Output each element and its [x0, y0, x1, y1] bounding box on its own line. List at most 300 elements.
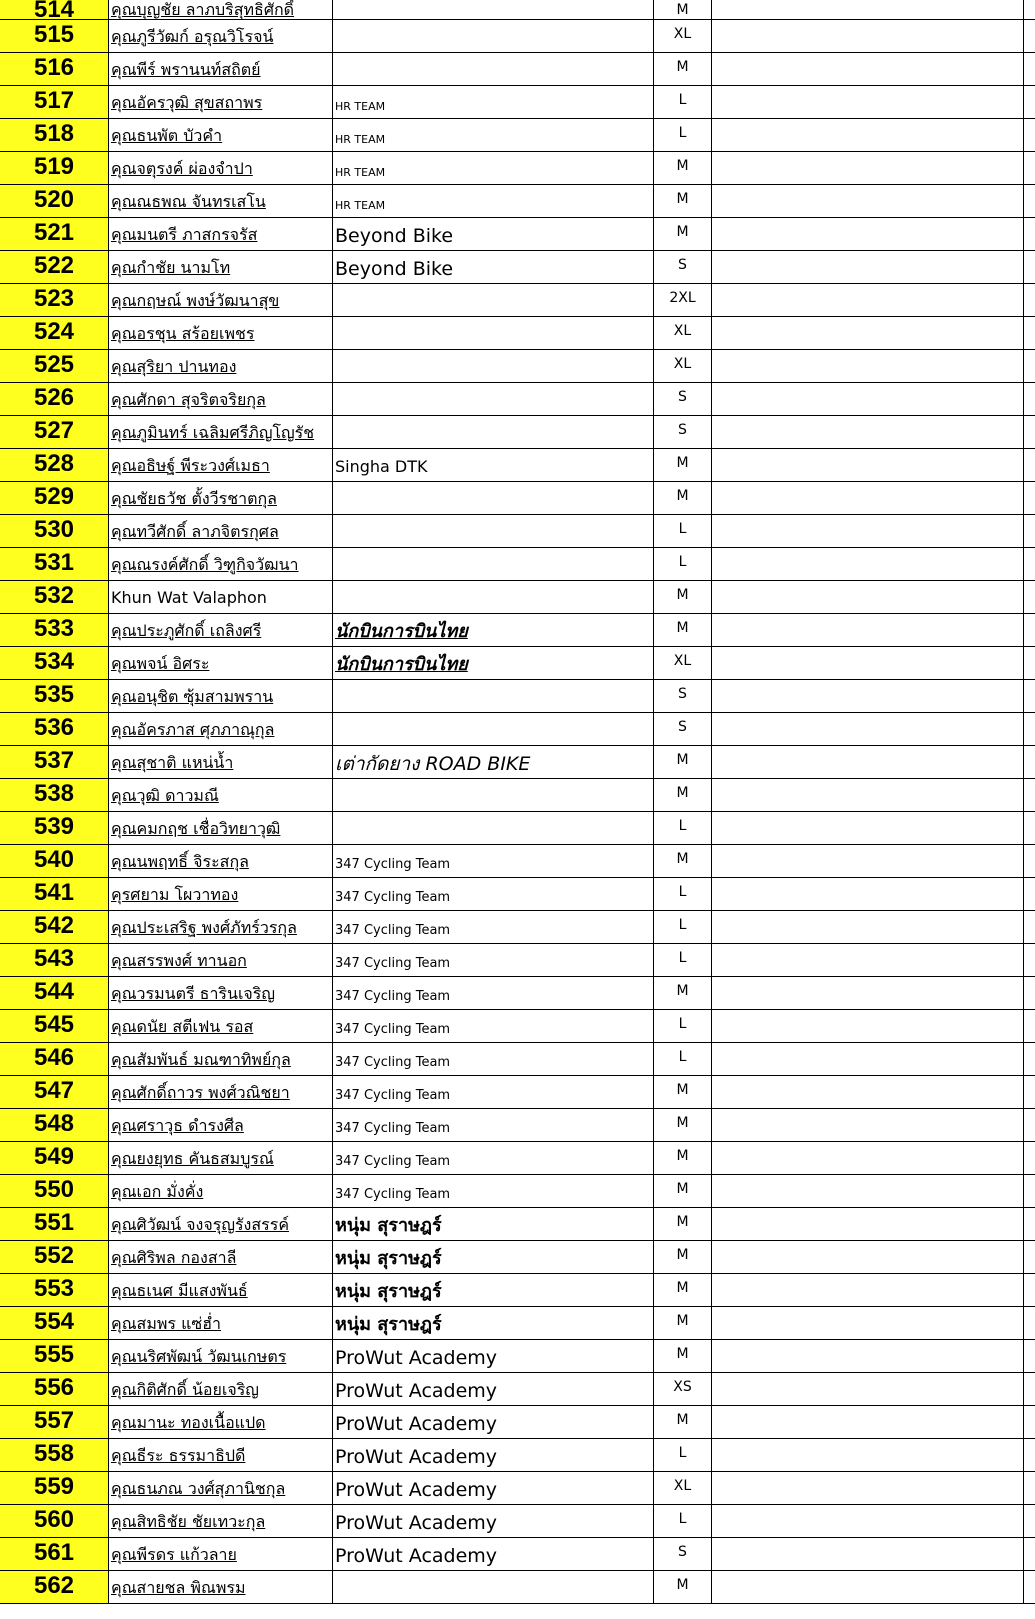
blank-cell[interactable] — [712, 0, 1024, 19]
edge-cell — [1024, 119, 1035, 151]
blank-cell[interactable] — [712, 779, 1024, 811]
row-number-cell[interactable]: 554 — [0, 1307, 109, 1339]
table-row — [0, 878, 1035, 911]
size-cell[interactable]: L — [654, 119, 712, 151]
blank-cell[interactable] — [712, 1241, 1024, 1273]
team-cell[interactable]: 347 Cycling Team — [333, 1043, 654, 1075]
size-cell[interactable]: L — [654, 878, 712, 910]
team-cell[interactable]: ProWut Academy — [333, 1439, 654, 1471]
blank-cell[interactable] — [712, 482, 1024, 514]
row-number-cell[interactable]: 521 — [0, 218, 109, 250]
blank-cell[interactable] — [712, 878, 1024, 910]
table-row — [0, 1505, 1035, 1538]
name-cell[interactable]: คุณอนุชิต ซุ้มสามพราน — [109, 680, 333, 712]
team-cell[interactable]: ProWut Academy — [333, 1406, 654, 1438]
name-cell[interactable]: คุณศราวุธ ดำรงศีล — [109, 1109, 333, 1141]
name-cell[interactable]: คุณศักดา สุจริตจริยกุล — [109, 383, 333, 415]
row-number-cell[interactable]: 523 — [0, 284, 109, 316]
row-number-cell[interactable]: 543 — [0, 944, 109, 976]
row-number-cell[interactable]: 522 — [0, 251, 109, 283]
table-row — [0, 1076, 1035, 1109]
blank-cell[interactable] — [712, 746, 1024, 778]
edge-cell — [1024, 218, 1035, 250]
team-cell[interactable]: Singha DTK — [333, 449, 654, 481]
size-cell[interactable]: XS — [654, 1373, 712, 1405]
team-cell[interactable]: นักบินการบินไทย — [333, 614, 654, 646]
size-cell[interactable]: L — [654, 1010, 712, 1042]
size-cell[interactable]: M — [654, 779, 712, 811]
edge-cell — [1024, 317, 1035, 349]
team-cell[interactable]: 347 Cycling Team — [333, 1142, 654, 1174]
edge-cell — [1024, 1241, 1035, 1273]
size-cell[interactable]: XL — [654, 647, 712, 679]
name-cell[interactable]: คุณจตุรงค์ ผ่องจำปา — [109, 152, 333, 184]
row-number-cell[interactable]: 539 — [0, 812, 109, 844]
row-number-cell[interactable]: 552 — [0, 1241, 109, 1273]
name-cell[interactable]: คุณสายชล พิณพรม — [109, 1571, 333, 1603]
size-cell[interactable]: M — [654, 1208, 712, 1240]
row-number-cell[interactable]: 541 — [0, 878, 109, 910]
size-cell[interactable]: M — [654, 1142, 712, 1174]
size-cell[interactable]: XL — [654, 350, 712, 382]
team-cell[interactable]: นักบินการบินไทย — [333, 647, 654, 679]
name-cell[interactable]: คุณนพฤทธิ์ จิระสกุล — [109, 845, 333, 877]
row-number-cell[interactable]: 535 — [0, 680, 109, 712]
team-cell[interactable]: 347 Cycling Team — [333, 977, 654, 1009]
size-cell[interactable]: M — [654, 581, 712, 613]
row-number-cell[interactable]: 546 — [0, 1043, 109, 1075]
row-number-cell[interactable]: 528 — [0, 449, 109, 481]
blank-cell[interactable] — [712, 1340, 1024, 1372]
edge-cell — [1024, 1142, 1035, 1174]
edge-cell — [1024, 779, 1035, 811]
name-cell[interactable]: คุณประภูศักดิ์ เถลิงศรี — [109, 614, 333, 646]
row-number-cell[interactable]: 536 — [0, 713, 109, 745]
name-cell[interactable]: คุณพีรดร แก้วลาย — [109, 1538, 333, 1570]
blank-cell[interactable] — [712, 1043, 1024, 1075]
size-cell[interactable]: M — [654, 482, 712, 514]
blank-cell[interactable] — [712, 1505, 1024, 1537]
row-number-cell[interactable]: 531 — [0, 548, 109, 580]
name-cell[interactable]: คุณอรชุน สร้อยเพชร — [109, 317, 333, 349]
blank-cell[interactable] — [712, 713, 1024, 745]
row-number-cell[interactable]: 517 — [0, 86, 109, 118]
team-cell[interactable]: 347 Cycling Team — [333, 1076, 654, 1108]
row-number-cell[interactable]: 518 — [0, 119, 109, 151]
table-row — [0, 0, 1035, 20]
table-row — [0, 1142, 1035, 1175]
table-row — [0, 1406, 1035, 1439]
blank-cell[interactable] — [712, 515, 1024, 547]
blank-cell[interactable] — [712, 1439, 1024, 1471]
size-cell[interactable]: M — [654, 1175, 712, 1207]
row-number-cell[interactable]: 547 — [0, 1076, 109, 1108]
blank-cell[interactable] — [712, 1373, 1024, 1405]
size-cell[interactable]: M — [654, 614, 712, 646]
row-number-cell[interactable]: 549 — [0, 1142, 109, 1174]
blank-cell[interactable] — [712, 20, 1024, 52]
team-cell[interactable]: HR TEAM — [333, 152, 654, 184]
edge-cell — [1024, 680, 1035, 712]
row-number-cell[interactable]: 537 — [0, 746, 109, 778]
table-row — [0, 911, 1035, 944]
size-cell[interactable]: M — [654, 977, 712, 1009]
team-cell[interactable] — [333, 53, 654, 85]
size-cell[interactable]: M — [654, 1076, 712, 1108]
blank-cell[interactable] — [712, 86, 1024, 118]
edge-cell — [1024, 746, 1035, 778]
blank-cell[interactable] — [712, 53, 1024, 85]
table-row — [0, 614, 1035, 647]
size-cell[interactable]: XL — [654, 317, 712, 349]
size-cell[interactable]: M — [654, 845, 712, 877]
size-cell[interactable]: XL — [654, 20, 712, 52]
row-number-cell[interactable]: 542 — [0, 911, 109, 943]
blank-cell[interactable] — [712, 317, 1024, 349]
blank-cell[interactable] — [712, 449, 1024, 481]
edge-cell — [1024, 944, 1035, 976]
table-row — [0, 1208, 1035, 1241]
row-number-cell[interactable]: 560 — [0, 1505, 109, 1537]
blank-cell[interactable] — [712, 977, 1024, 1009]
blank-cell[interactable] — [712, 119, 1024, 151]
name-cell[interactable]: คุณคมกฤช เชื่อวิทยาวุฒิ — [109, 812, 333, 844]
edge-cell — [1024, 449, 1035, 481]
name-cell[interactable]: คุณศักดิ์ถาวร พงศ์วณิชยา — [109, 1076, 333, 1108]
team-cell[interactable] — [333, 548, 654, 580]
team-cell[interactable]: หนุ่ม สุราษฎร์ — [333, 1208, 654, 1240]
row-number-cell[interactable]: 555 — [0, 1340, 109, 1372]
row-number-cell[interactable]: 553 — [0, 1274, 109, 1306]
name-cell[interactable]: คุณวรมนตรี ธารินเจริญ — [109, 977, 333, 1009]
edge-cell — [1024, 515, 1035, 547]
size-cell[interactable]: L — [654, 1439, 712, 1471]
team-cell[interactable]: ProWut Academy — [333, 1538, 654, 1570]
name-cell[interactable]: คุณอัครวุฒิ สุขสถาพร — [109, 86, 333, 118]
row-number-cell[interactable]: 526 — [0, 383, 109, 415]
name-cell[interactable]: คุณสรรพงศ์ ทานอก — [109, 944, 333, 976]
edge-cell — [1024, 1373, 1035, 1405]
blank-cell[interactable] — [712, 1175, 1024, 1207]
team-cell[interactable] — [333, 383, 654, 415]
blank-cell[interactable] — [712, 1208, 1024, 1240]
row-number-cell[interactable]: 538 — [0, 779, 109, 811]
name-cell[interactable]: คุณณรงค์ศักดิ์ วิฑูกิจวัฒนา — [109, 548, 333, 580]
edge-cell — [1024, 53, 1035, 85]
name-cell[interactable]: คุณภูมินทร์ เฉลิมศรีภิญโญรัช — [109, 416, 333, 448]
size-cell[interactable]: L — [654, 86, 712, 118]
edge-cell — [1024, 1208, 1035, 1240]
edge-cell — [1024, 812, 1035, 844]
row-number-cell[interactable]: 556 — [0, 1373, 109, 1405]
table-row — [0, 1538, 1035, 1571]
row-number-cell[interactable]: 548 — [0, 1109, 109, 1141]
row-number-cell[interactable]: 529 — [0, 482, 109, 514]
team-cell[interactable] — [333, 1571, 654, 1603]
table-row — [0, 53, 1035, 86]
table-row — [0, 548, 1035, 581]
row-number-cell[interactable]: 551 — [0, 1208, 109, 1240]
row-number-cell[interactable]: 557 — [0, 1406, 109, 1438]
table-row — [0, 1472, 1035, 1505]
row-number-cell[interactable]: 533 — [0, 614, 109, 646]
name-cell[interactable]: คุณวุฒิ ดาวมณี — [109, 779, 333, 811]
name-cell[interactable]: คุณศิวัฒน์ จงจรุญรังสรรค์ — [109, 1208, 333, 1240]
name-cell[interactable]: คุณทวีศักดิ์ ลาภจิตรกุศล — [109, 515, 333, 547]
team-cell[interactable]: HR TEAM — [333, 119, 654, 151]
blank-cell[interactable] — [712, 911, 1024, 943]
team-cell[interactable]: เต่ากัดยาง ROAD BIKE — [333, 746, 654, 778]
team-cell[interactable]: Beyond Bike — [333, 251, 654, 283]
team-cell[interactable] — [333, 812, 654, 844]
name-cell[interactable]: คุณยงยุทธ คันธสมบูรณ์ — [109, 1142, 333, 1174]
name-cell[interactable]: คุณประเสริฐ พงศ์ภัทร์วรกุล — [109, 911, 333, 943]
edge-cell — [1024, 1274, 1035, 1306]
name-cell[interactable]: คุรศยาม โผวาทอง — [109, 878, 333, 910]
name-cell[interactable]: คุณเอก มั่งคั่ง — [109, 1175, 333, 1207]
team-cell[interactable] — [333, 317, 654, 349]
name-cell[interactable]: คุณศิริพล กองสาลี — [109, 1241, 333, 1273]
size-cell[interactable]: S — [654, 713, 712, 745]
table-row — [0, 746, 1035, 779]
table-row — [0, 1043, 1035, 1076]
blank-cell[interactable] — [712, 647, 1024, 679]
table-row — [0, 1241, 1035, 1274]
blank-cell[interactable] — [712, 251, 1024, 283]
row-number-cell[interactable]: 519 — [0, 152, 109, 184]
row-number-cell[interactable]: 550 — [0, 1175, 109, 1207]
name-cell[interactable]: คุณกฤษณ์ พงษ์วัฒนาสุข — [109, 284, 333, 316]
edge-cell — [1024, 1505, 1035, 1537]
table-row — [0, 1571, 1035, 1604]
team-cell[interactable] — [333, 0, 654, 19]
blank-cell[interactable] — [712, 284, 1024, 316]
edge-cell — [1024, 1175, 1035, 1207]
blank-cell[interactable] — [712, 548, 1024, 580]
blank-cell[interactable] — [712, 581, 1024, 613]
row-number-cell[interactable]: 520 — [0, 185, 109, 217]
team-cell[interactable]: 347 Cycling Team — [333, 1109, 654, 1141]
size-cell[interactable]: M — [654, 1307, 712, 1339]
row-number-cell[interactable]: 515 — [0, 20, 109, 52]
edge-cell — [1024, 977, 1035, 1009]
name-cell[interactable]: คุณสมพร แซ่ฮ่ำ — [109, 1307, 333, 1339]
team-cell[interactable] — [333, 284, 654, 316]
name-cell[interactable]: Khun Wat Valaphon — [109, 581, 333, 613]
name-cell[interactable]: คุณบุญชัย ลาภบริสุทธิศักดิ์ — [109, 0, 333, 19]
size-cell[interactable]: M — [654, 218, 712, 250]
name-cell[interactable]: คุณธเนศ มีแสงพันธ์ — [109, 1274, 333, 1306]
row-number-cell[interactable]: 534 — [0, 647, 109, 679]
name-cell[interactable]: คุณนริศพัฒน์ วัฒนเกษตร — [109, 1340, 333, 1372]
name-cell[interactable]: คุณมนตรี ภาสกรจรัส — [109, 218, 333, 250]
team-cell[interactable]: ProWut Academy — [333, 1472, 654, 1504]
name-cell[interactable]: คุณพจน์ อิศระ — [109, 647, 333, 679]
name-cell[interactable]: คุณณธพณ จันทรเสโน — [109, 185, 333, 217]
row-number-cell[interactable]: 525 — [0, 350, 109, 382]
edge-cell — [1024, 86, 1035, 118]
size-cell[interactable]: S — [654, 680, 712, 712]
blank-cell[interactable] — [712, 680, 1024, 712]
name-cell[interactable]: คุณสัมพันธ์ มณฑาทิพย์กุล — [109, 1043, 333, 1075]
table-row — [0, 350, 1035, 383]
size-cell[interactable]: M — [654, 449, 712, 481]
size-cell[interactable]: M — [654, 0, 712, 19]
blank-cell[interactable] — [712, 1076, 1024, 1108]
name-cell[interactable]: คุณอธิษฐ์ พีระวงศ์เมธา — [109, 449, 333, 481]
name-cell[interactable]: คุณชัยธวัช ตั้งวีรชาตกุล — [109, 482, 333, 514]
blank-cell[interactable] — [712, 614, 1024, 646]
name-cell[interactable]: คุณกิติศักดิ์ น้อยเจริญ — [109, 1373, 333, 1405]
name-cell[interactable]: คุณธนภณ วงศ์สุภานิชกุล — [109, 1472, 333, 1504]
size-cell[interactable]: M — [654, 1406, 712, 1438]
table-row — [0, 152, 1035, 185]
row-number-cell[interactable]: 558 — [0, 1439, 109, 1471]
team-cell[interactable]: 347 Cycling Team — [333, 911, 654, 943]
name-cell[interactable]: คุณธีระ ธรรมาธิปดี — [109, 1439, 333, 1471]
table-row — [0, 812, 1035, 845]
name-cell[interactable]: คุณสุริยา ปานทอง — [109, 350, 333, 382]
table-row — [0, 977, 1035, 1010]
team-cell[interactable]: ProWut Academy — [333, 1340, 654, 1372]
size-cell[interactable]: M — [654, 1571, 712, 1603]
size-cell[interactable]: L — [654, 1505, 712, 1537]
size-cell[interactable]: M — [654, 746, 712, 778]
name-cell[interactable]: คุณอัครภาส ศุภภาณุกุล — [109, 713, 333, 745]
table-row — [0, 779, 1035, 812]
team-cell[interactable]: Beyond Bike — [333, 218, 654, 250]
blank-cell[interactable] — [712, 1406, 1024, 1438]
row-number-cell[interactable]: 544 — [0, 977, 109, 1009]
blank-cell[interactable] — [712, 383, 1024, 415]
edge-cell — [1024, 1538, 1035, 1570]
edge-cell — [1024, 1406, 1035, 1438]
size-cell[interactable]: 2XL — [654, 284, 712, 316]
size-cell[interactable]: M — [654, 1109, 712, 1141]
team-cell[interactable] — [333, 581, 654, 613]
table-row — [0, 845, 1035, 878]
blank-cell[interactable] — [712, 218, 1024, 250]
size-cell[interactable]: M — [654, 53, 712, 85]
blank-cell[interactable] — [712, 1571, 1024, 1603]
team-cell[interactable]: 347 Cycling Team — [333, 1010, 654, 1042]
blank-cell[interactable] — [712, 1538, 1024, 1570]
size-cell[interactable]: M — [654, 1241, 712, 1273]
row-number-cell[interactable]: 514 — [0, 0, 109, 19]
name-cell[interactable]: คุณสิทธิชัย ชัยเทวะกุล — [109, 1505, 333, 1537]
name-cell[interactable]: คุณสุชาติ แหน่น้ำ — [109, 746, 333, 778]
size-cell[interactable]: L — [654, 944, 712, 976]
team-cell[interactable] — [333, 350, 654, 382]
edge-cell — [1024, 647, 1035, 679]
row-number-cell[interactable]: 524 — [0, 317, 109, 349]
blank-cell[interactable] — [712, 1472, 1024, 1504]
edge-cell — [1024, 1439, 1035, 1471]
size-cell[interactable]: M — [654, 152, 712, 184]
edge-cell — [1024, 251, 1035, 283]
size-cell[interactable]: S — [654, 383, 712, 415]
team-cell[interactable]: ProWut Academy — [333, 1373, 654, 1405]
size-cell[interactable]: S — [654, 251, 712, 283]
size-cell[interactable]: M — [654, 185, 712, 217]
row-number-cell[interactable]: 527 — [0, 416, 109, 448]
team-cell[interactable] — [333, 515, 654, 547]
team-cell[interactable] — [333, 713, 654, 745]
row-number-cell[interactable]: 561 — [0, 1538, 109, 1570]
blank-cell[interactable] — [712, 152, 1024, 184]
team-cell[interactable] — [333, 779, 654, 811]
row-number-cell[interactable]: 516 — [0, 53, 109, 85]
row-number-cell[interactable]: 530 — [0, 515, 109, 547]
size-cell[interactable]: L — [654, 515, 712, 547]
blank-cell[interactable] — [712, 812, 1024, 844]
table-row — [0, 1307, 1035, 1340]
blank-cell[interactable] — [712, 185, 1024, 217]
team-cell[interactable]: 347 Cycling Team — [333, 845, 654, 877]
name-cell[interactable]: คุณดนัย สตีเฟน รอส — [109, 1010, 333, 1042]
name-cell[interactable]: คุณกำชัย นามโท — [109, 251, 333, 283]
team-cell[interactable]: 347 Cycling Team — [333, 1175, 654, 1207]
blank-cell[interactable] — [712, 1274, 1024, 1306]
size-cell[interactable]: S — [654, 1538, 712, 1570]
blank-cell[interactable] — [712, 1142, 1024, 1174]
size-cell[interactable]: L — [654, 1043, 712, 1075]
row-number-cell[interactable]: 540 — [0, 845, 109, 877]
size-cell[interactable]: XL — [654, 1472, 712, 1504]
row-number-cell[interactable]: 532 — [0, 581, 109, 613]
blank-cell[interactable] — [712, 350, 1024, 382]
blank-cell[interactable] — [712, 944, 1024, 976]
size-cell[interactable]: L — [654, 911, 712, 943]
edge-cell — [1024, 1571, 1035, 1603]
name-cell[interactable]: คุณธนพัต บัวคำ — [109, 119, 333, 151]
size-cell[interactable]: S — [654, 416, 712, 448]
size-cell[interactable]: M — [654, 1340, 712, 1372]
name-cell[interactable]: คุณมานะ ทองเนื้อแปด — [109, 1406, 333, 1438]
team-cell[interactable]: HR TEAM — [333, 185, 654, 217]
team-cell[interactable] — [333, 482, 654, 514]
row-number-cell[interactable]: 545 — [0, 1010, 109, 1042]
team-cell[interactable]: 347 Cycling Team — [333, 944, 654, 976]
blank-cell[interactable] — [712, 1109, 1024, 1141]
blank-cell[interactable] — [712, 416, 1024, 448]
edge-cell — [1024, 152, 1035, 184]
team-cell[interactable]: หนุ่ม สุราษฎร์ — [333, 1241, 654, 1273]
blank-cell[interactable] — [712, 1010, 1024, 1042]
edge-cell — [1024, 581, 1035, 613]
row-number-cell[interactable]: 559 — [0, 1472, 109, 1504]
team-cell[interactable]: หนุ่ม สุราษฎร์ — [333, 1307, 654, 1339]
name-cell[interactable]: คุณภูรีวัฒก์ อรุณวิโรจน์ — [109, 20, 333, 52]
table-row — [0, 1010, 1035, 1043]
name-cell[interactable]: คุณพีร์ พรานนท์สถิตย์ — [109, 53, 333, 85]
team-cell[interactable]: ProWut Academy — [333, 1505, 654, 1537]
team-cell[interactable]: HR TEAM — [333, 86, 654, 118]
row-number-cell[interactable]: 562 — [0, 1571, 109, 1603]
size-cell[interactable]: L — [654, 812, 712, 844]
team-cell[interactable]: 347 Cycling Team — [333, 878, 654, 910]
blank-cell[interactable] — [712, 1307, 1024, 1339]
team-cell[interactable]: หนุ่ม สุราษฎร์ — [333, 1274, 654, 1306]
blank-cell[interactable] — [712, 845, 1024, 877]
table-row — [0, 383, 1035, 416]
team-cell[interactable] — [333, 680, 654, 712]
size-cell[interactable]: L — [654, 548, 712, 580]
size-cell[interactable]: M — [654, 1274, 712, 1306]
team-cell[interactable] — [333, 416, 654, 448]
edge-cell — [1024, 1010, 1035, 1042]
team-cell[interactable] — [333, 20, 654, 52]
